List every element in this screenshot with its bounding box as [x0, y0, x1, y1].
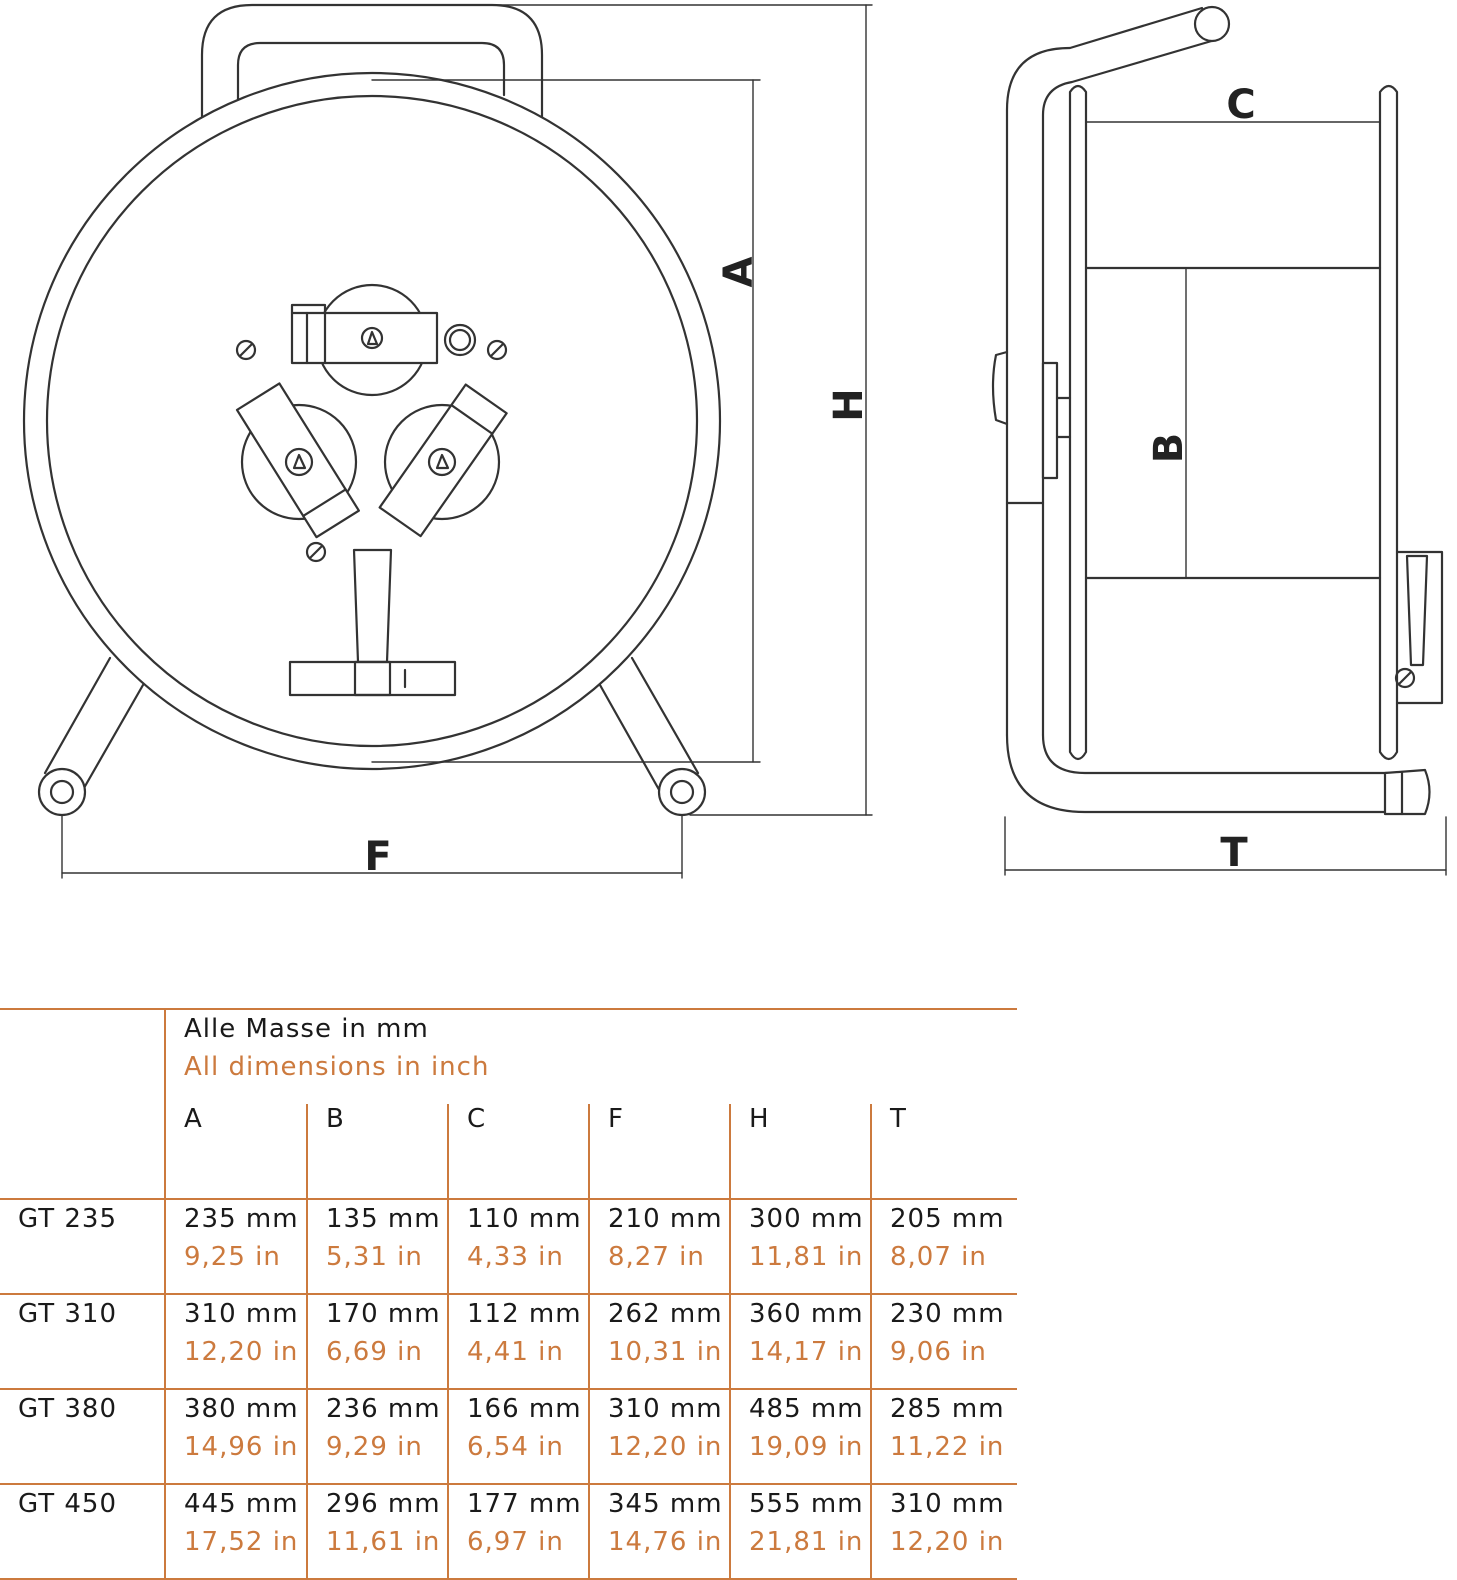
column-header: B — [307, 1104, 448, 1199]
dimension-label-h: H — [826, 388, 872, 422]
table-cell: 285 mm 11,22 in — [871, 1389, 1017, 1484]
table-cell: 310 mm 12,20 in — [589, 1389, 730, 1484]
model-name: GT 235 — [0, 1199, 165, 1294]
column-header: T — [871, 1104, 1017, 1199]
column-header: A — [165, 1104, 307, 1199]
dimension-label-b: B — [1146, 432, 1192, 464]
dimensions-table — [0, 1008, 1017, 1580]
table-cell: 205 mm 8,07 in — [871, 1199, 1017, 1294]
table-cell: 235 mm 9,25 in — [165, 1199, 307, 1294]
model-name: GT 310 — [0, 1294, 165, 1389]
table-cell: 210 mm 8,27 in — [589, 1199, 730, 1294]
model-name: GT 450 — [0, 1484, 165, 1579]
corner-cell — [0, 1009, 165, 1199]
table-row — [0, 1389, 1017, 1484]
units-inch-label: All dimensions in inch — [184, 1052, 490, 1082]
table-cell: 110 mm 4,33 in — [448, 1199, 589, 1294]
table-cell: 310 mm 12,20 in — [871, 1484, 1017, 1579]
column-header: F — [589, 1104, 730, 1199]
table-cell: 177 mm 6,97 in — [448, 1484, 589, 1579]
column-header: C — [448, 1104, 589, 1199]
units-mm-label: Alle Masse in mm — [184, 1014, 429, 1044]
side-view-reel — [993, 7, 1442, 814]
table-cell: 345 mm 14,76 in — [589, 1484, 730, 1579]
table-cell: 112 mm 4,41 in — [448, 1294, 589, 1389]
front-view-reel — [24, 5, 720, 815]
dimension-label-f: F — [364, 834, 392, 880]
table-cell: 485 mm 19,09 in — [730, 1389, 871, 1484]
table-cell: 300 mm 11,81 in — [730, 1199, 871, 1294]
table-cell: 170 mm 6,69 in — [307, 1294, 448, 1389]
table-cell: 262 mm 10,31 in — [589, 1294, 730, 1389]
table-cell: 236 mm 9,29 in — [307, 1389, 448, 1484]
table-cell: 555 mm 21,81 in — [730, 1484, 871, 1579]
table-cell: 445 mm 17,52 in — [165, 1484, 307, 1579]
table-cell: 380 mm 14,96 in — [165, 1389, 307, 1484]
table-row — [0, 1294, 1017, 1389]
table-cell: 296 mm 11,61 in — [307, 1484, 448, 1579]
table-cell: 166 mm 6,54 in — [448, 1389, 589, 1484]
model-name: GT 380 — [0, 1389, 165, 1484]
table-cell: 230 mm 9,06 in — [871, 1294, 1017, 1389]
dimension-label-t: T — [1220, 830, 1248, 876]
units-header — [165, 1009, 1017, 1104]
table-row — [0, 1484, 1017, 1579]
table-cell: 135 mm 5,31 in — [307, 1199, 448, 1294]
table-cell: 310 mm 12,20 in — [165, 1294, 307, 1389]
column-header: H — [730, 1104, 871, 1199]
table-row — [0, 1199, 1017, 1294]
dimension-label-a: A — [716, 256, 762, 288]
table-cell: 360 mm 14,17 in — [730, 1294, 871, 1389]
dimension-label-c: C — [1226, 82, 1256, 128]
